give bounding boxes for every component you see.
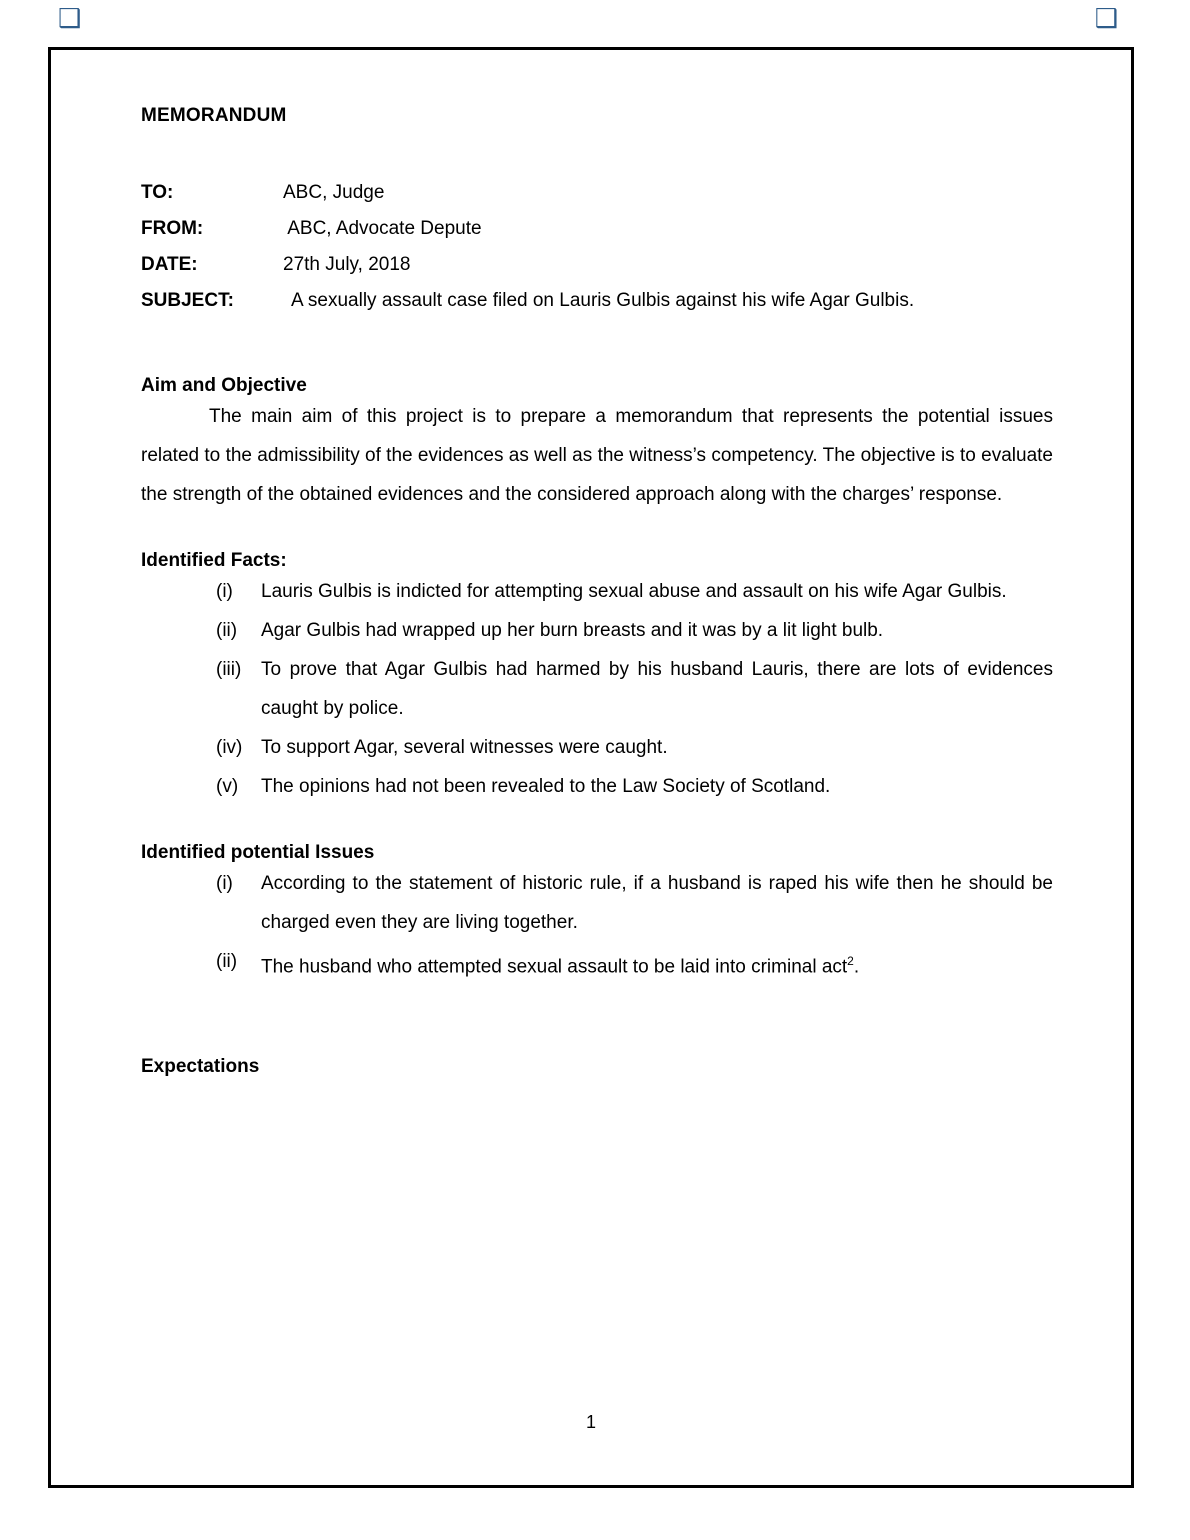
list-item-text: Agar Gulbis had wrapped up her burn breasts and it was by a lit light bulb. (261, 620, 884, 641)
list-item (141, 942, 1053, 986)
meta-value-to: ABC, Judge (283, 182, 385, 203)
section-paragraph-aim: The main aim of this project is to prepare a memorandum that represents the potential issues related to the admissibility of the evidences as well as the witness’s competency. The objective is to evaluate the strength of the obtained evidences and the considered approach along with the charges’ response. (141, 406, 1053, 505)
list-item (141, 650, 1053, 728)
section-heading-issues: Identified potential Issues (141, 842, 375, 863)
list-marker: (v) (216, 776, 239, 797)
meta-value-from: ABC, Advocate Depute (283, 218, 482, 239)
meta-label-from: FROM: (141, 218, 204, 239)
list-marker: (ii) (216, 620, 238, 641)
section-heading-aim: Aim and Objective (141, 375, 307, 396)
page-number: 1 (585, 1412, 596, 1432)
meta-row-from (141, 211, 1053, 247)
list-item (141, 611, 1053, 650)
section-heading-facts: Identified Facts: (141, 550, 287, 571)
list-item (141, 728, 1053, 767)
list-marker: (iv) (216, 737, 243, 758)
list-item-text-tail: . (853, 956, 860, 978)
meta-label-date: DATE: (141, 254, 198, 275)
list-marker: (ii) (216, 951, 238, 972)
list-item-text: The opinions had not been revealed to the Law Society of Scotland. (261, 776, 831, 797)
list-item-text: To support Agar, several witnesses were caught. (261, 737, 668, 758)
meta-row-to (141, 175, 1053, 211)
footnote-reference: 2 (847, 954, 854, 968)
section-heading-expectations: Expectations (141, 1056, 260, 1078)
list-item-text: According to the statement of historic rule, if a husband is raped his wife then he should be charged even they are living together. (261, 873, 1053, 933)
meta-value-subject: A sexually assault case filed on Lauris Gulbis against his wife Agar Gulbis. (291, 290, 915, 311)
identified-issues-list (141, 864, 1053, 986)
list-item (141, 767, 1053, 806)
meta-label-to: TO: (141, 182, 174, 203)
list-item (141, 572, 1053, 611)
list-marker: (i) (216, 873, 233, 894)
meta-row-date (141, 247, 1053, 283)
list-marker: (i) (216, 581, 233, 602)
page-title: MEMORANDUM (141, 105, 287, 126)
meta-row-subject (141, 283, 1053, 319)
meta-value-date: 27th July, 2018 (283, 254, 411, 275)
meta-label-subject: SUBJECT: (141, 290, 234, 311)
top-left-corner-mark: ❑ (58, 4, 82, 34)
list-item-text: To prove that Agar Gulbis had harmed by his husband Lauris, there are lots of evidences caught by police. (261, 659, 1053, 719)
list-item-text: Lauris Gulbis is indicted for attempting sexual abuse and assault on his wife Agar Gulbis. (261, 581, 1007, 602)
list-item (141, 864, 1053, 942)
top-right-corner-mark: ❑ (1094, 4, 1118, 34)
list-item-text: The husband who attempted sexual assault to be laid into criminal act (261, 956, 848, 978)
list-marker: (iii) (216, 659, 242, 680)
document-content (141, 105, 1053, 1078)
identified-facts-list (141, 572, 1053, 806)
document-page (48, 47, 1134, 1488)
